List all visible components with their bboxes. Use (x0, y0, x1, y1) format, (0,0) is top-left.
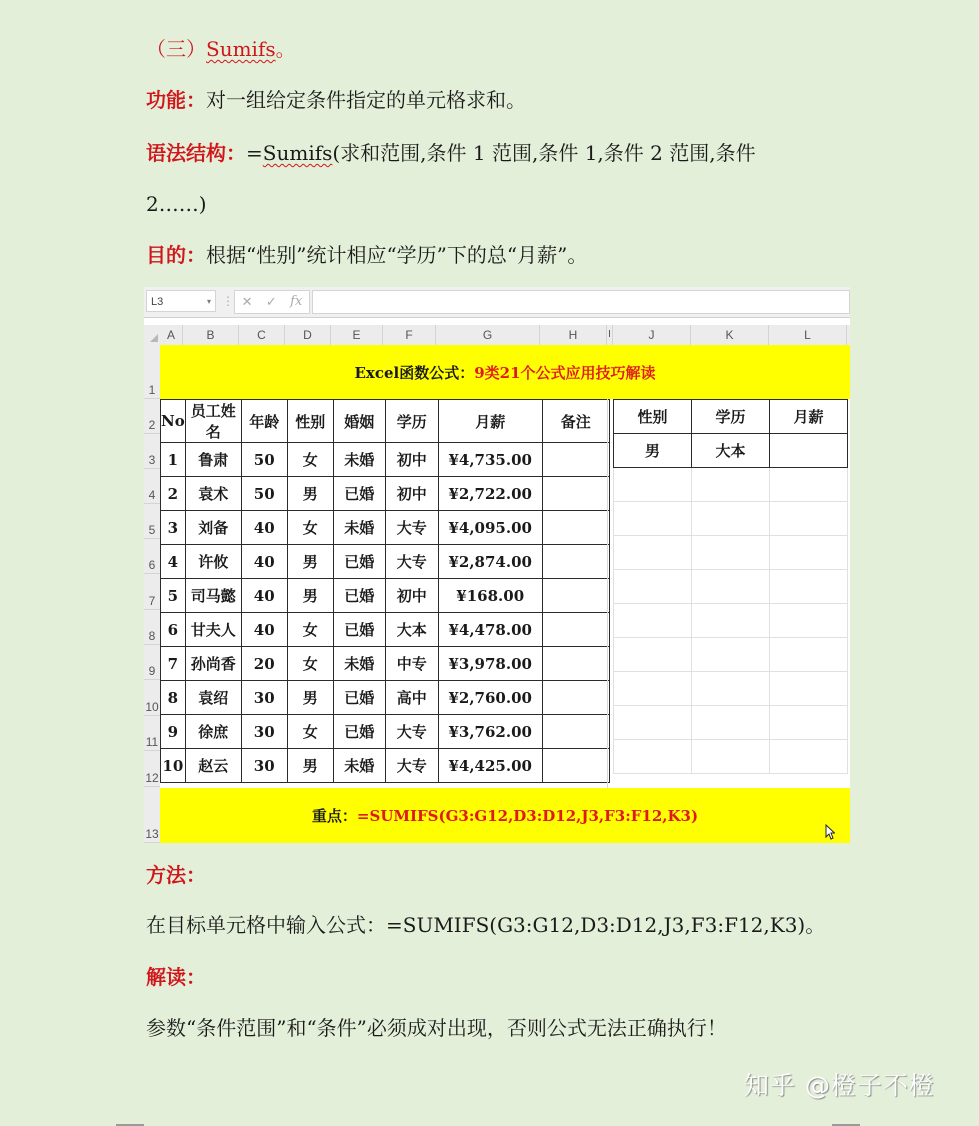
col-header-c[interactable]: C (239, 325, 285, 345)
interpret-heading (146, 963, 206, 991)
empty-cell[interactable] (770, 672, 848, 706)
col-header-d[interactable]: D (285, 325, 331, 345)
cell-education[interactable]: 大专 (385, 715, 438, 749)
cell-marital[interactable]: 已婚 (333, 715, 385, 749)
criteria-gender-value[interactable]: 男 (614, 434, 692, 468)
cell-age[interactable]: 40 (241, 613, 287, 647)
cell-gender[interactable]: 女 (287, 715, 333, 749)
cell-no[interactable]: 5 (161, 579, 186, 613)
empty-cell[interactable] (614, 604, 692, 638)
criteria-table (613, 399, 848, 774)
cell-marital[interactable]: 未婚 (333, 443, 385, 477)
header-education[interactable]: 学历 (385, 400, 438, 443)
formula-bar (144, 287, 850, 318)
cell-education[interactable]: 大专 (385, 749, 438, 783)
cell-salary[interactable]: ¥4,425.00 (438, 749, 542, 783)
name-box-value: L3 (151, 296, 164, 308)
empty-cell[interactable] (692, 706, 770, 740)
table-header-row (161, 400, 610, 443)
name-box[interactable] (146, 290, 216, 312)
table-row (161, 545, 610, 579)
purpose-paragraph (146, 241, 587, 269)
col-header-k[interactable]: K (691, 325, 769, 345)
cell-no[interactable]: 8 (161, 681, 186, 715)
row-header[interactable]: 4 (144, 469, 160, 504)
cell-marital[interactable]: 已婚 (333, 545, 385, 579)
row-header[interactable]: 12 (144, 751, 160, 787)
cell-salary[interactable]: ¥4,478.00 (438, 613, 542, 647)
footer-banner-formula: =SUMIFS(G3:G12,D3:D12,J3,F3:F12,K3) (356, 806, 699, 825)
empty-cell[interactable] (770, 570, 848, 604)
syntax-paragraph (146, 139, 756, 167)
cell-no[interactable]: 9 (161, 715, 186, 749)
cell-education[interactable]: 初中 (385, 477, 438, 511)
row-header[interactable]: 10 (144, 680, 160, 716)
select-all-icon[interactable] (144, 325, 160, 345)
method-heading (146, 861, 206, 889)
cell-age[interactable]: 40 (241, 511, 287, 545)
cancel-icon[interactable]: ✕ (241, 294, 253, 309)
cell-remark[interactable] (542, 681, 609, 715)
criteria-header-gender[interactable]: 性别 (614, 400, 692, 434)
cell-marital[interactable]: 已婚 (333, 477, 385, 511)
table-row (161, 613, 610, 647)
cell-gender[interactable]: 女 (287, 613, 333, 647)
cell-name[interactable]: 许攸 (185, 545, 241, 579)
empty-row (614, 672, 848, 706)
cell-remark[interactable] (542, 511, 609, 545)
interpret-text: 参数“条件范围”和“条件”必须成对出现，否则公式无法正确执行！ (146, 1016, 727, 1040)
cell-marital[interactable]: 未婚 (333, 749, 385, 783)
cell-marital[interactable]: 未婚 (333, 647, 385, 681)
empty-cell[interactable] (770, 502, 848, 536)
chevron-down-icon[interactable]: ▾ (206, 297, 211, 306)
row-header[interactable]: 7 (144, 574, 160, 610)
syntax-continuation: 2……) (146, 192, 207, 216)
cell-salary[interactable]: ¥3,762.00 (438, 715, 542, 749)
cell-age[interactable]: 20 (241, 647, 287, 681)
cell-age[interactable]: 30 (241, 715, 287, 749)
criteria-header-row (614, 400, 848, 434)
cell-remark[interactable] (542, 545, 609, 579)
table-row (161, 511, 610, 545)
criteria-value-row (614, 434, 848, 468)
cell-age[interactable]: 50 (241, 477, 287, 511)
confirm-icon[interactable]: ✓ (265, 294, 277, 309)
col-header-f[interactable]: F (383, 325, 436, 345)
empty-cell[interactable] (770, 638, 848, 672)
cell-age[interactable]: 50 (241, 443, 287, 477)
row-header[interactable]: 11 (144, 716, 160, 751)
header-marital[interactable]: 婚姻 (333, 400, 385, 443)
cell-age[interactable]: 40 (241, 545, 287, 579)
drag-handle-icon[interactable]: ⋮ (222, 294, 234, 308)
empty-cell[interactable] (692, 570, 770, 604)
empty-cell[interactable] (614, 638, 692, 672)
syntax-func-name: Sumifs (262, 141, 333, 165)
function-label: 功能： (146, 88, 206, 112)
empty-cell[interactable] (614, 740, 692, 774)
cell-remark[interactable] (542, 749, 609, 783)
col-header-a[interactable]: A (160, 325, 183, 345)
table-row (161, 749, 610, 783)
cell-education[interactable]: 高中 (385, 681, 438, 715)
empty-cell[interactable] (692, 740, 770, 774)
col-header-g[interactable]: G (436, 325, 540, 345)
cell-gender[interactable]: 女 (287, 647, 333, 681)
header-name[interactable]: 员工姓名 (185, 400, 241, 443)
criteria-header-salary[interactable]: 月薪 (770, 400, 848, 434)
cell-marital[interactable]: 已婚 (333, 681, 385, 715)
row-header[interactable]: 13 (144, 787, 160, 843)
header-salary[interactable]: 月薪 (438, 400, 542, 443)
column-headers (144, 325, 850, 346)
header-age[interactable]: 年龄 (241, 400, 287, 443)
cell-gender[interactable]: 男 (287, 477, 333, 511)
interpret-label: 解读： (146, 965, 206, 989)
row-header[interactable]: 3 (144, 434, 160, 469)
cell-remark[interactable] (542, 477, 609, 511)
empty-cell[interactable] (692, 502, 770, 536)
row-header[interactable]: 6 (144, 539, 160, 574)
criteria-salary-result[interactable] (770, 434, 848, 468)
cell-remark[interactable] (542, 647, 609, 681)
cell-no[interactable]: 7 (161, 647, 186, 681)
cell-name[interactable]: 徐庶 (185, 715, 241, 749)
cell-salary[interactable]: ¥4,095.00 (438, 511, 542, 545)
purpose-text: 根据“性别”统计相应“学历”下的总“月薪”。 (206, 243, 588, 267)
empty-cell[interactable] (692, 638, 770, 672)
zhihu-watermark: 知乎 @橙子不橙 (744, 1071, 935, 1100)
fx-icon[interactable]: fx (290, 294, 303, 309)
row-header[interactable]: 1 (144, 345, 160, 399)
cell-marital[interactable]: 未婚 (333, 511, 385, 545)
table-row (161, 477, 610, 511)
empty-cell[interactable] (692, 672, 770, 706)
empty-cell[interactable] (614, 706, 692, 740)
table-row (161, 443, 610, 477)
criteria-education-value[interactable]: 大本 (692, 434, 770, 468)
footer-banner-black: 重点： (311, 807, 357, 825)
cell-marital[interactable]: 已婚 (333, 579, 385, 613)
col-header-h[interactable]: H (540, 325, 607, 345)
empty-row (614, 536, 848, 570)
cell-education[interactable]: 大专 (385, 511, 438, 545)
cell-salary[interactable]: ¥168.00 (438, 579, 542, 613)
col-header-e[interactable]: E (331, 325, 383, 345)
row-headers (144, 345, 160, 843)
cell-gender[interactable]: 男 (287, 545, 333, 579)
cell-remark[interactable] (542, 579, 609, 613)
cell-gender[interactable]: 男 (287, 749, 333, 783)
method-label: 方法： (146, 863, 206, 887)
cell-salary[interactable]: ¥4,735.00 (438, 443, 542, 477)
empty-cell[interactable] (692, 604, 770, 638)
employee-table (160, 399, 610, 783)
empty-cell[interactable] (614, 502, 692, 536)
table-row (161, 681, 610, 715)
cell-gender[interactable]: 女 (287, 511, 333, 545)
cell-no[interactable]: 6 (161, 613, 186, 647)
empty-cell[interactable] (770, 706, 848, 740)
sheet-grid (160, 345, 850, 843)
header-remark[interactable]: 备注 (542, 400, 609, 443)
col-header-i[interactable]: I (607, 325, 613, 345)
col-header-b[interactable]: B (183, 325, 239, 345)
title-banner-red: 9类21个公式应用技巧解读 (474, 363, 656, 382)
method-text: 在目标单元格中输入公式：=SUMIFS(G3:G12,D3:D12,J3,F3:F12,K3)。 (146, 913, 826, 937)
function-paragraph (146, 86, 526, 114)
cell-education[interactable]: 初中 (385, 443, 438, 477)
empty-cell[interactable] (770, 536, 848, 570)
cell-name[interactable]: 刘备 (185, 511, 241, 545)
empty-cell[interactable] (614, 468, 692, 502)
cell-no[interactable]: 4 (161, 545, 186, 579)
cell-remark[interactable] (542, 443, 609, 477)
cell-name[interactable]: 甘夫人 (185, 613, 241, 647)
cell-salary[interactable]: ¥2,760.00 (438, 681, 542, 715)
empty-row (614, 502, 848, 536)
cell-no[interactable]: 3 (161, 511, 186, 545)
syntax-text: (求和范围,条件 1 范围,条件 1,条件 2 范围,条件 (332, 141, 756, 165)
cell-marital[interactable]: 已婚 (333, 613, 385, 647)
title-banner-black: Excel函数公式： (354, 363, 475, 382)
footer-banner[interactable] (160, 788, 850, 843)
empty-cell[interactable] (614, 570, 692, 604)
empty-row (614, 706, 848, 740)
empty-row (614, 740, 848, 774)
cell-gender[interactable]: 男 (287, 579, 333, 613)
criteria-header-education[interactable]: 学历 (692, 400, 770, 434)
empty-row (614, 604, 848, 638)
cell-name[interactable]: 司马懿 (185, 579, 241, 613)
title-banner[interactable] (160, 345, 850, 399)
cell-education[interactable]: 大本 (385, 613, 438, 647)
empty-cell[interactable] (692, 468, 770, 502)
empty-row (614, 468, 848, 502)
syntax-label: 语法结构： (146, 141, 246, 165)
table-row (161, 647, 610, 681)
header-gender[interactable]: 性别 (287, 400, 333, 443)
header-no[interactable]: No (161, 400, 186, 443)
cell-education[interactable]: 大专 (385, 545, 438, 579)
empty-cell[interactable] (692, 536, 770, 570)
row-header[interactable]: 8 (144, 610, 160, 645)
excel-screenshot (144, 287, 850, 843)
cell-gender[interactable]: 女 (287, 443, 333, 477)
heading-func-name: Sumifs (206, 37, 276, 61)
cell-salary[interactable]: ¥2,874.00 (438, 545, 542, 579)
cell-name[interactable]: 赵云 (185, 749, 241, 783)
cell-no[interactable]: 2 (161, 477, 186, 511)
empty-cell[interactable] (770, 740, 848, 774)
empty-cell[interactable] (770, 604, 848, 638)
cell-age[interactable]: 30 (241, 681, 287, 715)
col-header-j[interactable]: J (613, 325, 691, 345)
cell-age[interactable]: 30 (241, 749, 287, 783)
cell-salary[interactable]: ¥3,978.00 (438, 647, 542, 681)
cell-name[interactable]: 袁术 (185, 477, 241, 511)
cell-remark[interactable] (542, 613, 609, 647)
heading-suffix: 。 (275, 37, 296, 61)
row-header[interactable]: 2 (144, 399, 160, 434)
cell-no[interactable]: 1 (161, 443, 186, 477)
table-row (161, 579, 610, 613)
cell-name[interactable]: 袁绍 (185, 681, 241, 715)
empty-cell[interactable] (770, 468, 848, 502)
purpose-label: 目的： (146, 243, 206, 267)
formula-input[interactable] (312, 290, 850, 314)
empty-row (614, 570, 848, 604)
section-heading (146, 35, 296, 63)
formula-buttons (234, 290, 310, 314)
cell-salary[interactable]: ¥2,722.00 (438, 477, 542, 511)
cell-remark[interactable] (542, 715, 609, 749)
empty-cell[interactable] (614, 672, 692, 706)
cell-education[interactable]: 中专 (385, 647, 438, 681)
heading-prefix: （三） (146, 37, 206, 61)
cell-gender[interactable]: 男 (287, 681, 333, 715)
empty-cell[interactable] (614, 536, 692, 570)
col-header-l[interactable]: L (769, 325, 847, 345)
table-row (161, 715, 610, 749)
row-header[interactable]: 9 (144, 645, 160, 680)
cell-name[interactable]: 鲁肃 (185, 443, 241, 477)
row-header[interactable]: 5 (144, 504, 160, 539)
cell-education[interactable]: 初中 (385, 579, 438, 613)
cell-name[interactable]: 孙尚香 (185, 647, 241, 681)
cell-no[interactable]: 10 (161, 749, 186, 783)
cell-age[interactable]: 40 (241, 579, 287, 613)
empty-row (614, 638, 848, 672)
function-text: 对一组给定条件指定的单元格求和。 (206, 88, 526, 112)
mouse-cursor-icon (825, 824, 835, 840)
syntax-eq: = (246, 141, 263, 165)
